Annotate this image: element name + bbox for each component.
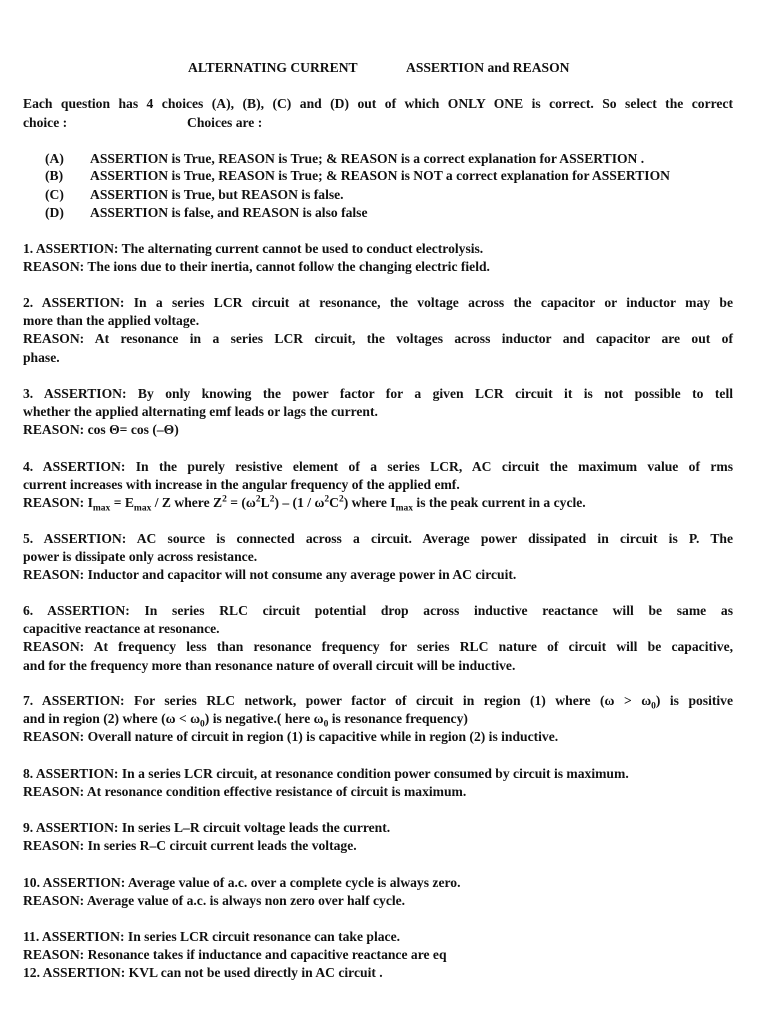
question-4 xyxy=(23,458,733,513)
q6-reason-line-2: and for the frequency more than resonance nature of overall circuit will be inductive. xyxy=(23,657,516,673)
q4-expr-5: ) where I xyxy=(343,495,396,511)
q3-reason: REASON: cos Θ= cos (–Θ) xyxy=(23,422,179,438)
q4-expr-1: = (ω xyxy=(226,495,256,511)
q7-a2-mid: ) is negative.( here ω xyxy=(204,711,324,727)
q4-eq: = E xyxy=(110,495,134,511)
q6-assertion-line-1: 6. ASSERTION: In series RLC circuit potential drop across inductive reactance will be same as xyxy=(23,603,733,618)
instructions xyxy=(23,95,733,113)
q7-assertion-line-2 xyxy=(23,710,733,728)
choice-d-label: (D) xyxy=(45,205,64,220)
q10-assertion: 10. ASSERTION: Average value of a.c. over a complete cycle is always zero. xyxy=(23,875,461,890)
q4-sup-2c: 2 xyxy=(269,494,275,505)
q6-reason-line-1: REASON: At frequency less than resonance frequency for series RLC nature of circuit will be capacitive, xyxy=(23,639,733,655)
q5-assertion-line-2: power is dissipate only across resistance. xyxy=(23,549,258,565)
q7-assertion-line-1 xyxy=(23,692,733,710)
q3-assertion-line-1: 3. ASSERTION: By only knowing the power factor for a given LCR circuit it is not possible to tell xyxy=(23,386,733,401)
choice-a-text: ASSERTION is True, REASON is True; & REASON is a correct explanation for ASSERTION . xyxy=(90,151,645,166)
question-11 xyxy=(23,928,733,983)
question-8 xyxy=(23,765,733,801)
q4-sub-max-2: max xyxy=(133,504,152,515)
q10-reason: REASON: Average value of a.c. is always non zero over half cycle. xyxy=(23,893,406,909)
question-2 xyxy=(23,294,733,367)
q7-a2-sub: 0 xyxy=(200,719,205,730)
q3-assertion-line-2: whether the applied alternating emf leads or lags the current. xyxy=(23,404,378,420)
q7-a2-sub2: 0 xyxy=(323,719,329,730)
instructions-choice-label: choice : xyxy=(23,115,68,130)
header-subject: ALTERNATING CURRENT xyxy=(188,60,358,75)
q4-sub-max-3: max xyxy=(395,504,414,515)
q7-a1-post: ) is positive xyxy=(655,693,734,708)
choice-d-text: ASSERTION is false, and REASON is also false xyxy=(90,205,368,220)
q4-reason-prefix: REASON: I xyxy=(23,495,93,511)
q4-tail: is the peak current in a cycle. xyxy=(413,495,586,511)
question-1 xyxy=(23,240,733,276)
q11-assertion: 11. ASSERTION: In series LCR circuit resonance can take place. xyxy=(23,929,400,944)
q4-sup-2d: 2 xyxy=(324,494,330,505)
instructions-choices-are: Choices are : xyxy=(187,115,263,130)
q2-reason-line-1: REASON: At resonance in a series LCR circuit, the voltages across inductor and capacitor are out of xyxy=(23,331,733,347)
q4-expr-4: C xyxy=(329,495,339,511)
question-9 xyxy=(23,819,733,855)
q1-assertion: 1. ASSERTION: The alternating current cannot be used to conduct electrolysis. xyxy=(23,241,484,256)
q4-sup-2a: 2 xyxy=(222,494,227,505)
q7-a1-pre: 7. ASSERTION: For series RLC network, power factor of circuit in region (1) where (ω > ω xyxy=(23,693,652,708)
q9-assertion: 9. ASSERTION: In series L–R circuit voltage leads the current. xyxy=(23,820,391,835)
choice-b-label: (B) xyxy=(45,168,64,183)
q2-assertion-line-1: 2. ASSERTION: In a series LCR circuit at resonance, the voltage across the capacitor or inductor may be xyxy=(23,295,733,310)
q12-assertion: 12. ASSERTION: KVL can not be used directly in AC circuit . xyxy=(23,965,383,981)
q2-assertion-line-2: more than the applied voltage. xyxy=(23,313,200,329)
q4-sub-max-1: max xyxy=(92,504,111,515)
question-6 xyxy=(23,602,733,675)
q7-reason: REASON: Overall nature of circuit in region (1) is capacitive while in region (2) is inductive. xyxy=(23,729,559,745)
question-7 xyxy=(23,692,733,747)
q4-reason xyxy=(23,494,733,515)
choice-a-label: (A) xyxy=(45,151,64,166)
q4-sup-2b: 2 xyxy=(255,494,261,505)
instructions-line-1: Each question has 4 choices (A), (B), (C) and (D) out of which ONLY ONE is correct. So select the correct xyxy=(23,96,733,111)
question-10 xyxy=(23,874,733,910)
q4-sup-2e: 2 xyxy=(338,494,344,505)
choice-c-text: ASSERTION is True, but REASON is false. xyxy=(90,187,344,202)
choice-c-label: (C) xyxy=(45,187,64,202)
q7-a2-post: is resonance frequency) xyxy=(328,711,468,727)
q9-reason: REASON: In series R–C circuit current leads the voltage. xyxy=(23,838,357,854)
choice-b-text: ASSERTION is True, REASON is True; & REASON is NOT a correct explanation for ASSERTION xyxy=(90,168,670,183)
q4-expr-2: L xyxy=(260,495,270,511)
q5-reason: REASON: Inductor and capacitor will not consume any average power in AC circuit. xyxy=(23,567,517,583)
q2-reason-line-2: phase. xyxy=(23,349,60,365)
q8-assertion: 8. ASSERTION: In a series LCR circuit, at resonance condition power consumed by circuit is maximum. xyxy=(23,766,629,781)
q7-a2-pre: and in region (2) where (ω < ω xyxy=(23,711,201,727)
q5-assertion-line-1: 5. ASSERTION: AC source is connected across a circuit. Average power dissipated in circuit is P. The xyxy=(23,531,733,546)
question-5 xyxy=(23,530,733,585)
q1-reason: REASON: The ions due to their inertia, cannot follow the changing electric field. xyxy=(23,259,490,275)
q4-z: / Z where Z xyxy=(151,495,223,511)
question-3 xyxy=(23,385,733,440)
q4-expr-3: ) – (1 / ω xyxy=(274,495,325,511)
q8-reason: REASON: At resonance condition effective resistance of circuit is maximum. xyxy=(23,784,467,800)
q4-assertion-line-2: current increases with increase in the angular frequency of the applied emf. xyxy=(23,477,460,493)
q6-assertion-line-2: capacitive reactance at resonance. xyxy=(23,621,220,637)
q11-reason: REASON: Resonance takes if inductance and capacitive reactance are eq xyxy=(23,947,447,963)
header-topic: ASSERTION and REASON xyxy=(406,60,570,75)
q4-assertion-line-1: 4. ASSERTION: In the purely resistive element of a series LCR, AC circuit the maximum value of rms xyxy=(23,459,733,474)
q7-a1-sub: 0 xyxy=(651,701,656,712)
